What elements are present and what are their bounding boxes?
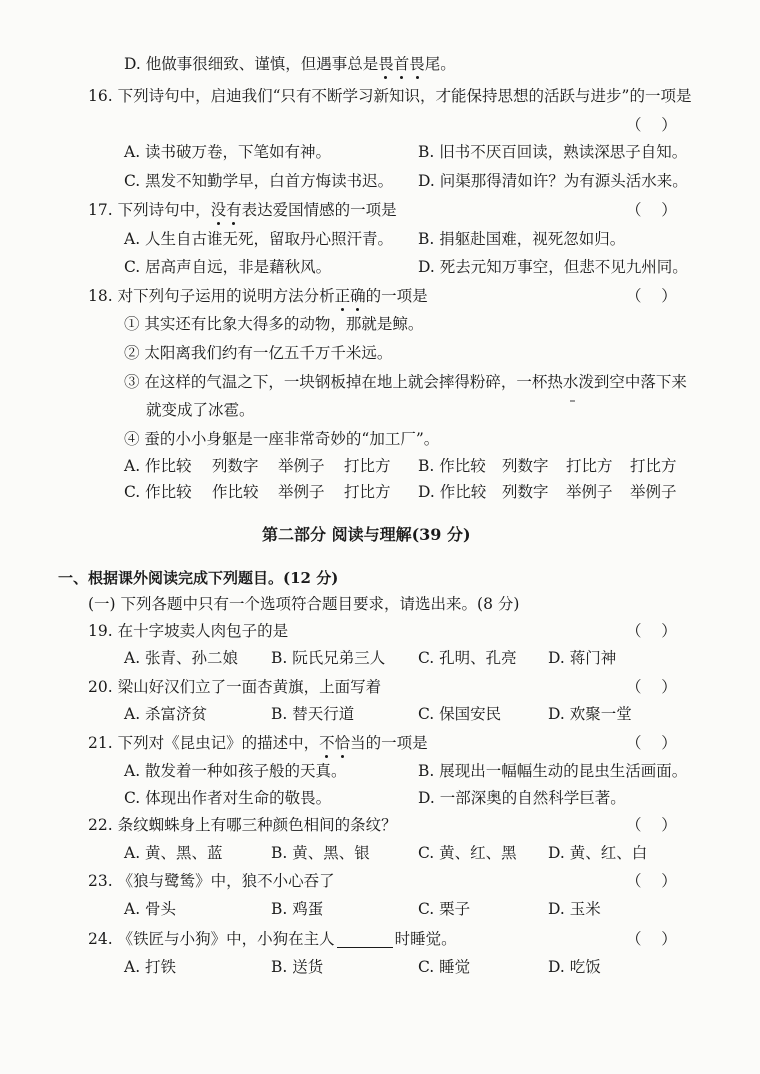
- option-b-item: B. 作比较: [418, 457, 486, 475]
- option-b: B. 黄、黑、银: [271, 844, 370, 862]
- answer-blank[interactable]: （ ）: [626, 872, 677, 890]
- option-text: D. 他做事很细致、谨慎，但遇事总是: [124, 55, 379, 73]
- question-text: 下列对《昆虫记》的描述中，: [117, 734, 320, 752]
- option-a-item: 打比方: [344, 457, 391, 475]
- scan-speck: [570, 400, 575, 402]
- emphasized-char: 首: [393, 55, 410, 73]
- option-c-item: C. 作比较: [124, 483, 192, 501]
- emphasized-char: 不: [319, 734, 335, 752]
- answer-blank[interactable]: （ ）: [626, 816, 677, 834]
- option-c-item: 打比方: [344, 483, 391, 501]
- option-a-item: 举例子: [278, 457, 325, 475]
- option-c: C. 睡觉: [418, 958, 471, 976]
- part-title: 第二部分 阅读与理解(39 分): [262, 525, 471, 544]
- option-a-item: A. 作比较: [124, 457, 192, 475]
- option-d: D. 死去元知万事空，但悲不见九州同。: [418, 258, 688, 276]
- question-text: 梁山好汉们立了一面杏黄旗，上面写着: [117, 678, 382, 696]
- question-22: [88, 818, 397, 834]
- question-number: 19.: [88, 622, 113, 640]
- option-a: A. 骨头: [124, 900, 177, 918]
- option-b: B. 替天行道: [271, 705, 355, 723]
- answer-blank[interactable]: （ ）: [626, 201, 677, 219]
- option-d: D. 玉米: [548, 900, 601, 918]
- answer-blank[interactable]: （ ）: [626, 678, 677, 696]
- option-d-item: 举例子: [566, 483, 613, 501]
- sentence-4: ④ 蚕的小小身躯是一座非常奇妙的“加工厂”。: [124, 430, 440, 448]
- question-text: 下列诗句中，启迪我们“只有不断学习新知识，才能保持思想的活跃与进步”的一项是: [117, 87, 692, 105]
- emphasized-char: 正: [334, 287, 351, 305]
- option-d-item: 列数字: [502, 483, 549, 501]
- option-b: B. 旧书不厌百回读，熟读深思子自知。: [418, 143, 688, 161]
- question-text: 《狼与鹭鸶》中，狼不小心吞了: [117, 872, 335, 890]
- question-19: [88, 624, 288, 640]
- emphasized-char: 没: [210, 201, 227, 219]
- question-24: [88, 932, 457, 948]
- option-c: C. 孔明、孔亮: [418, 649, 517, 667]
- option-d: D. 吃饭: [548, 958, 601, 976]
- question-number: 22.: [88, 816, 113, 834]
- sentence-3-cont: 就变成了冰雹。: [146, 401, 255, 419]
- question-text: 条纹蜘蛛身上有哪三种颜色相间的条纹？: [117, 816, 397, 834]
- option-d: D. 一部深奥的自然科学巨著。: [418, 789, 626, 807]
- option-a: A. 张青、孙二娘: [124, 649, 239, 667]
- question-number: 23.: [88, 872, 113, 890]
- answer-blank[interactable]: （ ）: [626, 622, 677, 640]
- question-number: 16.: [88, 87, 113, 105]
- question-17: [88, 203, 397, 219]
- answer-blank[interactable]: （ ）: [626, 116, 677, 134]
- question-23: [88, 874, 335, 890]
- question-number: 18.: [88, 287, 113, 305]
- option-a: A. 打铁: [124, 958, 177, 976]
- question-text: 在十字坡卖人肉包子的是: [117, 622, 289, 640]
- option-c: C. 栗子: [418, 900, 471, 918]
- option-b: B. 送货: [271, 958, 324, 976]
- question-number: 21.: [88, 734, 113, 752]
- question-text: 的一项是: [365, 287, 428, 305]
- option-c: C. 居高声自远，非是藉秋风。: [124, 258, 332, 276]
- option-c: C. 体现出作者对生命的敬畏。: [124, 789, 332, 807]
- option-a: A. 杀富济贫: [124, 705, 208, 723]
- option-b-item: 打比方: [630, 457, 677, 475]
- option-a-item: 列数字: [212, 457, 259, 475]
- option-b: B. 捐躯赴国难，视死忽如归。: [418, 230, 626, 248]
- option-text: 尾。: [424, 55, 456, 73]
- option-a: A. 散发着一种如孩子般的天真。: [124, 762, 347, 780]
- question-text: 对下列句子运用的说明方法分析: [117, 287, 335, 305]
- prev-option-d: [124, 57, 456, 73]
- option-c: C. 黑发不知勤学早，白首方悔读书迟。: [124, 172, 394, 190]
- question-number: 24.: [88, 930, 113, 948]
- question-text: 下列诗句中，: [117, 201, 211, 219]
- answer-blank[interactable]: （ ）: [626, 930, 677, 948]
- option-a: A. 读书破万卷，下笔如有神。: [124, 143, 332, 161]
- fill-in-blank[interactable]: [337, 933, 393, 948]
- option-a: A. 人生自古谁无死，留取丹心照汗青。: [124, 230, 394, 248]
- question-21: [88, 736, 428, 752]
- option-b-item: 打比方: [566, 457, 613, 475]
- question-number: 20.: [88, 678, 113, 696]
- question-20: [88, 680, 381, 696]
- option-b: B. 鸡蛋: [271, 900, 324, 918]
- sentence-2: ② 太阳离我们约有一亿五千万千米远。: [124, 344, 393, 362]
- sentence-1: ① 其实还有比象大得多的动物，那就是鲸。: [124, 315, 424, 333]
- question-16: [88, 89, 691, 105]
- option-c-item: 作比较: [212, 483, 259, 501]
- option-d-item: D. 作比较: [418, 483, 487, 501]
- emphasized-char: 恰: [334, 734, 351, 752]
- option-b: B. 展现出一幅幅生动的昆虫生活画面。: [418, 762, 688, 780]
- emphasized-char: 畏: [378, 55, 394, 73]
- option-d: D. 欢聚一堂: [548, 705, 632, 723]
- question-18: [88, 289, 428, 305]
- question-text: 表达爱国情感的一项是: [241, 201, 397, 219]
- emphasized-char: 畏: [409, 55, 425, 73]
- option-c-item: 举例子: [278, 483, 325, 501]
- option-d: D. 蒋门神: [548, 649, 617, 667]
- emphasized-char: 有: [226, 201, 242, 219]
- question-number: 17.: [88, 201, 113, 219]
- section-heading: 一、根据课外阅读完成下列题目。(12 分): [58, 569, 339, 587]
- emphasized-char: 确: [350, 287, 366, 305]
- option-a: A. 黄、黑、蓝: [124, 844, 223, 862]
- question-text: 《铁匠与小狗》中，小狗在主人: [117, 930, 335, 948]
- subsection-heading: (一) 下列各题中只有一个选项符合题目要求，请选出来。(8 分): [88, 595, 520, 613]
- answer-blank[interactable]: （ ）: [626, 287, 677, 305]
- option-c: C. 黄、红、黑: [418, 844, 517, 862]
- option-d: D. 黄、红、白: [548, 844, 648, 862]
- answer-blank[interactable]: （ ）: [626, 734, 677, 752]
- sentence-3: ③ 在这样的气温之下，一块钢板掉在地上就会摔得粉碎，一杯热水泼到空中落下来: [124, 373, 687, 391]
- option-c: C. 保国安民: [418, 705, 502, 723]
- question-text: 时睡觉。: [394, 930, 457, 948]
- option-d-item: 举例子: [630, 483, 677, 501]
- option-d: D. 问渠那得清如许？为有源头活水来。: [418, 172, 688, 190]
- option-b: B. 阮氏兄弟三人: [271, 649, 386, 667]
- option-b-item: 列数字: [502, 457, 549, 475]
- question-text: 当的一项是: [350, 734, 428, 752]
